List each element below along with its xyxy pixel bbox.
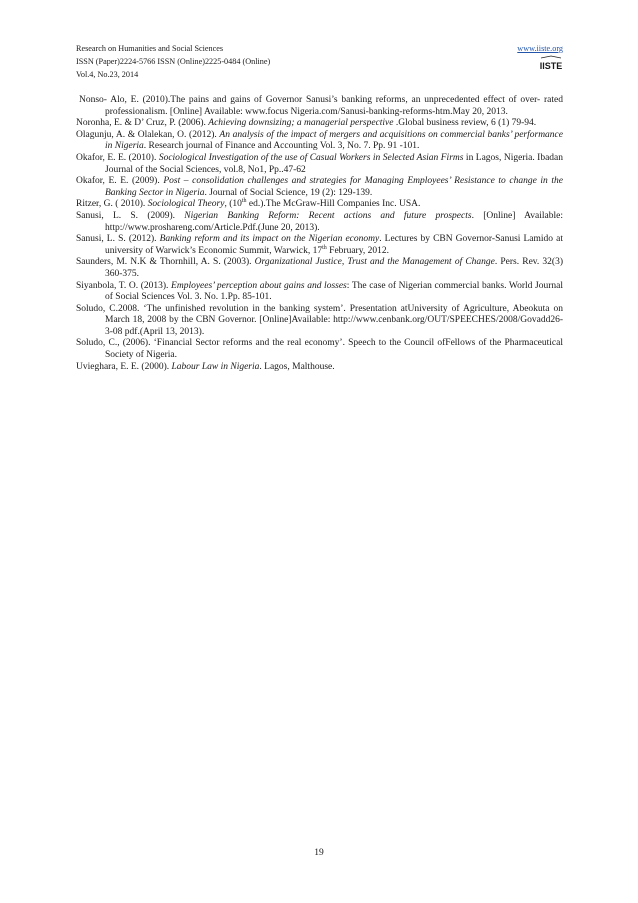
iiste-logo	[539, 55, 563, 72]
reference-item: Sanusi, L. S. (2012). Banking reform and its impact on the Nigerian economy. Lectures by CBN Governor-Sanusi Lamido at university of Warwick’s Economic Summit, Warwick, 17th February, 2012.	[76, 234, 563, 256]
reference-item: Nonso- Alo, E. (2010).The pains and gains of Governor Sanusi’s banking reforms, an unprecedented effect of over- rated professionalism. [Online] Available: www.focus Nigeria.com/Sanusi-banking-reforms-htm.May 20, 2013.	[79, 95, 563, 117]
svg-text:IISTE: IISTE	[539, 61, 563, 71]
page-header	[76, 42, 563, 81]
volume-line: Vol.4, No.23, 2014	[76, 70, 139, 79]
reference-item: Okafor, E. E. (2009). Post – consolidation challenges and strategies for Managing Employees’ Resistance to change in the Banking Sector in Nigeria. Journal of Social Science, 19 (2): 129-139.	[76, 176, 563, 198]
reference-item: Okafor, E. E. (2010). Sociological Investigation of the use of Casual Workers in Selected Asian Firms in Lagos, Nigeria. Ibadan Journal of the Social Sciences, vol.8, No1, Pp..47-62	[76, 152, 563, 175]
issn-line: ISSN (Paper)2224-5766 ISSN (Online)2225-0484 (Online)	[76, 57, 271, 66]
reference-list	[76, 95, 563, 373]
reference-item: Soludo, C.2008. ‘The unfinished revolution in the banking system’. Presentation atUniversity of Agriculture, Abeokuta on March 18, 2008 by the CBN Governor. [Online]Available: http://www.cenbank.org/OUT/SPEECHES/2008/Govadd26-3-08 pdf.(April 13, 2013).	[76, 303, 563, 337]
website-link[interactable]: www.iiste.org	[517, 44, 563, 53]
reference-item: Olagunju, A. & Olalekan, O. (2012). An analysis of the impact of mergers and acquisitions on commercial banks’ performance in Nigeria. Research journal of Finance and Accounting Vol. 3, No. 7. Pp. 91 -101.	[76, 129, 563, 152]
reference-item: Sanusi, L. S. (2009). Nigerian Banking Reform: Recent actions and future prospects. [Online] Available: http://www.proshareng.com/Article.Pdf.(June 20, 2013).	[76, 210, 563, 233]
page-number: 19	[314, 848, 324, 858]
journal-title: Research on Humanities and Social Sciences	[76, 44, 224, 53]
reference-item: Noronha, E. & D’ Cruz, P. (2006). Achieving downsizing; a managerial perspective .Global business review, 6 (1) 79-94.	[76, 118, 537, 129]
reference-item: Ritzer, G. ( 2010). Sociological Theory, (10th ed.).The McGraw-Hill Companies Inc. USA.	[76, 198, 421, 210]
reference-item: Saunders, M. N.K & Thornhill, A. S. (2003). Organizational Justice, Trust and the Management of Change. Pers. Rev. 32(3) 360-375.	[76, 257, 564, 279]
reference-item: Siyanbola, T. O. (2013). Employees’ perception about gains and losses: The case of Nigerian commercial banks. World Journal of Social Sciences Vol. 3. No. 1.Pp. 85-101.	[76, 280, 564, 303]
reference-item: Soludo, C., (2006). ‘Financial Sector reforms and the real economy’. Speech to the Council ofFellows of the Pharmaceutical Society of Nigeria.	[76, 338, 563, 361]
reference-item: Uvieghara, E. E. (2000). Labour Law in Nigeria. Lagos, Malthouse.	[76, 361, 335, 372]
